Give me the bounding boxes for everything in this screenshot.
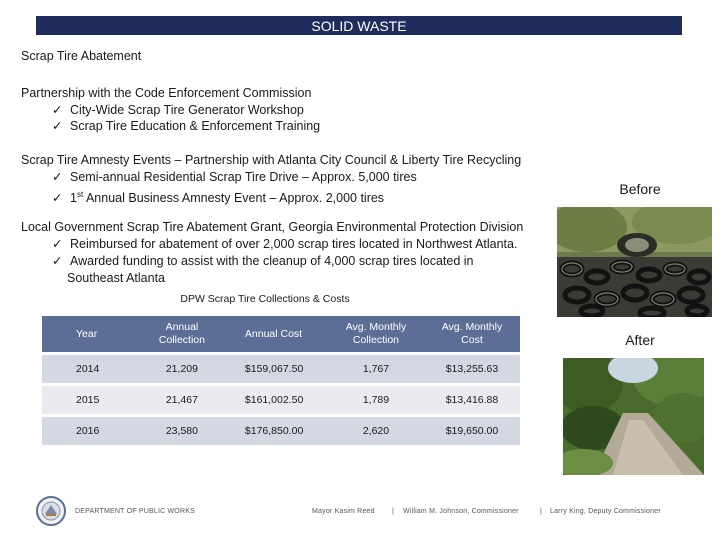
- table-row: 2015 21,467 $161,002.50 1,789 $13,416.88: [42, 386, 520, 417]
- column-header-avg-monthly-cost: Avg. Monthly Cost: [424, 316, 520, 355]
- before-label: Before: [619, 181, 661, 197]
- list-item: ✓ Semi-annual Residential Scrap Tire Drive – Approx. 5,000 tires: [52, 170, 417, 184]
- collections-table: [42, 316, 520, 448]
- after-photo: [563, 358, 704, 475]
- column-header-avg-monthly-collection: Avg. Monthly Collection: [328, 316, 424, 355]
- list-item: ✓ Awarded funding to assist with the cleanup of 4,000 scrap tires located in: [52, 254, 474, 268]
- section-heading-partnership: Partnership with the Code Enforcement Commission: [21, 86, 312, 100]
- list-item: ✓ Scrap Tire Education & Enforcement Training: [52, 119, 321, 133]
- table-row: 2014 21,209 $159,067.50 1,767 $13,255.63: [42, 355, 520, 386]
- section-heading-grant: Local Government Scrap Tire Abatement Grant, Georgia Environmental Protection Division: [21, 220, 524, 234]
- checkmark-icon: ✓: [52, 254, 63, 268]
- column-header-year: Year: [42, 316, 135, 355]
- list-item: ✓ 1st Annual Business Amnesty Event – Approx. 2,000 tires: [52, 190, 385, 206]
- before-photo: [557, 207, 712, 317]
- footer-deputy: Larry King, Deputy Commissioner: [550, 508, 661, 515]
- footer-department: DEPARTMENT OF PUBLIC WORKS: [75, 508, 195, 515]
- list-item: ✓ City-Wide Scrap Tire Generator Workshop: [52, 103, 304, 117]
- subtitle: Scrap Tire Abatement: [21, 49, 142, 63]
- city-seal-icon: [36, 496, 66, 526]
- table-title: DPW Scrap Tire Collections & Costs: [180, 293, 350, 305]
- footer-commissioner: William M. Johnson, Commissioner: [403, 508, 519, 515]
- checkmark-icon: ✓: [52, 170, 63, 184]
- column-header-annual-cost: Annual Cost: [229, 316, 328, 355]
- checkmark-icon: ✓: [52, 237, 63, 251]
- checkmark-icon: ✓: [52, 191, 63, 206]
- checkmark-icon: ✓: [52, 103, 63, 117]
- table-row: 2016 23,580 $176,850.00 2,620 $19,650.00: [42, 417, 520, 448]
- footer-mayor: Mayor Kasim Reed: [312, 508, 375, 515]
- slide-title: SOLID WASTE: [36, 16, 682, 35]
- checkmark-icon: ✓: [52, 119, 63, 133]
- column-header-annual-collection: Annual Collection: [135, 316, 229, 355]
- footer-separator: |: [392, 508, 395, 515]
- list-item: ✓ Reimbursed for abatement of over 2,000 scrap tires located in Northwest Atlanta.: [52, 237, 518, 251]
- footer-separator: |: [540, 508, 543, 515]
- after-label: After: [625, 332, 655, 348]
- section-heading-amnesty: Scrap Tire Amnesty Events – Partnership with Atlanta City Council & Liberty Tire Recycling: [21, 153, 522, 167]
- list-item-continuation: Southeast Atlanta: [67, 271, 165, 285]
